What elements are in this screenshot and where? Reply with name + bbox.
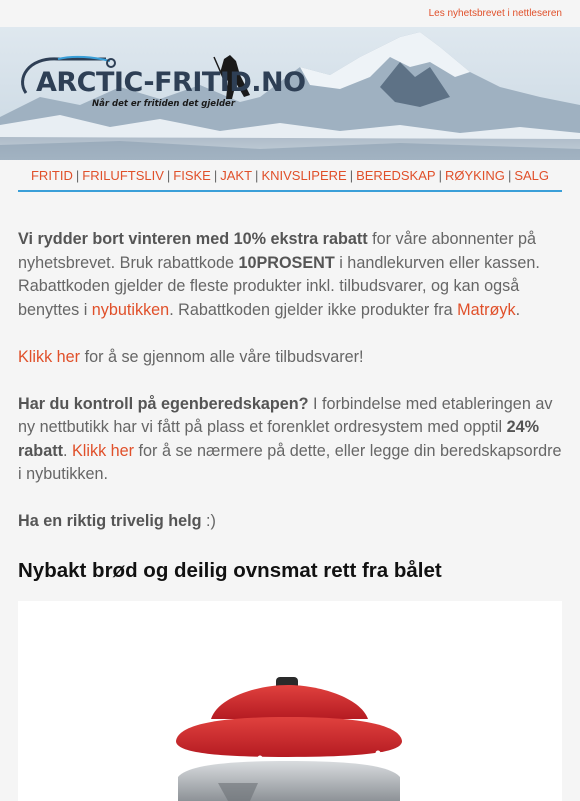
nav-separator: |	[213, 168, 218, 183]
product-image-card[interactable]	[18, 601, 562, 801]
nybutikken-link[interactable]: nybutikken	[91, 300, 170, 319]
pizza-oven-image	[18, 601, 562, 801]
header-banner	[0, 27, 580, 160]
preparedness-paragraph: Har du kontroll på egenberedskapen? I forbindelse med etableringen av ny nettbutikk har vi fått på plass et forenklet ordresystem med opptil 24% rabatt. Klikk her for å se nærmere på dette, eller legge din beredskapsordre i nybutikken.	[18, 394, 562, 483]
view-in-browser-link[interactable]: Les nyhetsbrevet i nettleseren	[428, 8, 562, 19]
nav-separator: |	[75, 168, 80, 183]
nav-item-friluftsliv[interactable]: FRILUFTSLIV	[82, 168, 164, 183]
discount-code: 10PROSENT	[238, 253, 335, 272]
logo-tagline: Når det er fritiden det gjelder	[92, 99, 236, 109]
nav-item-beredskap[interactable]: BEREDSKAP	[356, 168, 436, 183]
nav-item-knivslipere[interactable]: KNIVSLIPERE	[261, 168, 347, 183]
intro-headline: Vi rydder bort vinteren med 10% ekstra rabatt	[18, 230, 368, 248]
nav-item-royking[interactable]: RØYKING	[444, 168, 505, 183]
main-nav	[18, 160, 562, 192]
closing-paragraph: Ha en riktig trivelig helg :)	[18, 512, 216, 530]
offers-link[interactable]: Klikk her	[18, 347, 81, 366]
section-title: Nybakt brød og deilig ovnsmat rett fra bålet	[18, 558, 442, 582]
nav-separator: |	[166, 168, 171, 183]
nav-separator: |	[507, 168, 512, 183]
nav-separator: |	[255, 168, 259, 183]
preparedness-link[interactable]: Klikk her	[71, 441, 135, 460]
preparedness-discount: 24% rabatt	[18, 418, 539, 460]
matroyk-link[interactable]: Matrøyk	[457, 300, 516, 319]
closing-text: Ha en riktig trivelig helg	[18, 512, 202, 530]
preparedness-headline: Har du kontroll på egenberedskapen?	[18, 394, 309, 413]
nav-separator: |	[349, 168, 354, 183]
nav-item-fiske[interactable]: FISKE	[173, 168, 211, 183]
nav-item-jakt[interactable]: JAKT	[220, 168, 253, 183]
logo-wordmark: ARCTIC-FRITID.NO	[36, 67, 306, 98]
offers-paragraph: Klikk her for å se gjennom alle våre tilbudsvarer!	[18, 347, 364, 366]
newsletter-body	[0, 228, 580, 534]
intro-paragraph: Vi rydder bort vinteren med 10% ekstra rabatt for våre abonnenter på nyhetsbrevet. Bruk rabattkode 10PROSENT i handlekurven eller kassen. Rabattkoden gjelder de fleste produkter inkl. tilbudsvarer, og kan også benyttes i nybutikken. Rabattkoden gjelder ikke produkter fra Matrøyk.	[18, 230, 540, 319]
topbar	[0, 0, 580, 27]
nav-item-fritid[interactable]: FRITID	[30, 168, 73, 183]
nav-separator: |	[438, 168, 442, 183]
nav-item-salg[interactable]: SALG	[514, 168, 550, 183]
arctic-fritid-logo[interactable]	[14, 49, 306, 119]
